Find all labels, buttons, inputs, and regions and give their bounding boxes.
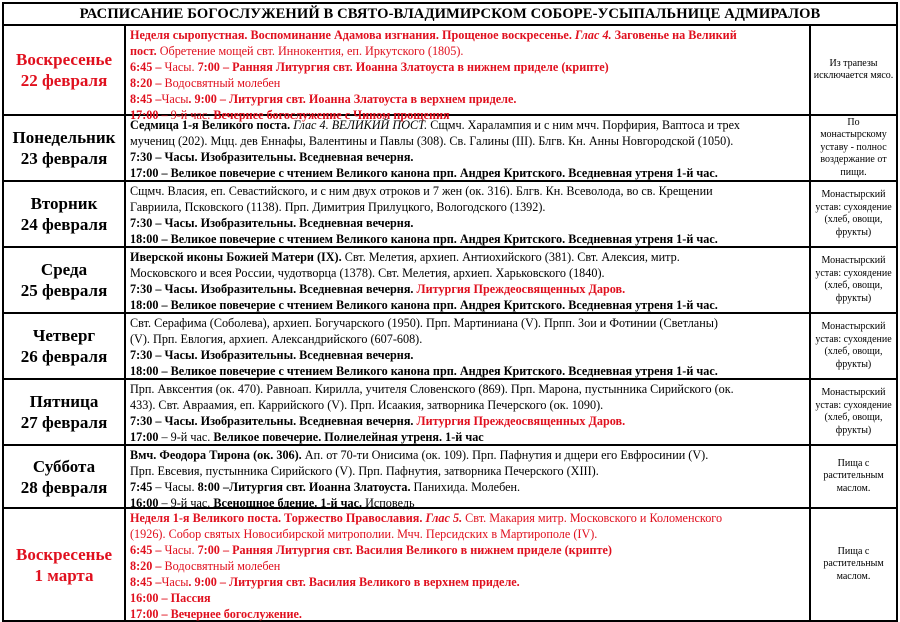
text-segment: Заговенье на Великий [611,28,737,42]
weekday: Воскресенье [15,50,112,69]
text-segment: – 9-й час. [158,496,214,510]
text-segment: 7:30 – Часы. Изобразительны. Вседневная вечерня. [130,282,417,296]
date: 1 марта [34,565,94,585]
text-segment: 7:45 [130,480,153,494]
schedule-row [4,116,896,182]
services-cell [126,182,809,246]
text-segment: 8:45 – [130,92,162,106]
text-segment: – 9-й час. [158,430,214,444]
day-cell [4,248,126,312]
fasting-note: Монастырский устав: сухоядение (хлеб, овощи, фрукты) [809,182,896,246]
schedule-row [4,248,896,314]
text-segment: 7:30 – Часы. Изобразительны. Вседневная вечерня. [130,414,417,428]
schedule-rows [4,26,896,620]
schedule-row [4,26,896,122]
service-line [130,315,806,331]
date: 26 февраля [20,347,108,366]
service-line [130,542,806,558]
text-segment: Прп. Авксентия (ок. 470). Равноап. Кирилла, учителя Словенского (869). Прп. Марона, пустынника Сирийского (ок. [130,382,734,396]
text-segment: Исповедь [362,496,415,510]
text-segment: Глас 5. [425,511,463,525]
service-line [130,133,806,149]
text-segment: Часы. [161,543,198,557]
text-segment: 8:20 – [130,76,162,90]
services-cell [126,380,809,444]
text-segment: 7:30 – Часы. Изобразительны. Вседневная вечерня. [130,216,414,230]
service-line [130,526,806,542]
schedule-row [4,314,896,380]
weekday: Среда [40,260,88,279]
text-segment: 17:00 – Великое повечерие с чтением Великого канона прп. Андрея Критского. Вседневная утреня 1-й час. [130,166,718,180]
service-line [130,43,806,59]
weekday: Суббота [32,456,96,476]
service-line [130,413,806,429]
text-segment: Сщмч. Харалампия и с ним мчч. Порфирия, Ваптоса и трех [427,118,740,132]
text-segment: 7:00 – Ранняя Литургия свт. Иоанна Златоуста в нижнем приделе (крипте) [197,60,609,74]
service-line [130,590,806,606]
text-segment: Панихида. Молебен. [410,480,521,494]
date: 22 февраля [20,71,108,90]
services-cell [126,248,809,312]
fasting-note: Из трапезы исключается мясо. [809,26,896,114]
day-cell [4,182,126,246]
text-segment: Неделя сыропустная. Воспоминание Адамова изгнания. Прощеное воскресенье. [130,28,575,42]
services-cell [126,314,809,378]
services-cell [126,26,809,122]
services-cell [126,509,809,620]
service-line [130,363,806,379]
service-line [130,27,806,43]
text-segment: Седмица 1-я Великого поста. [130,118,291,132]
day-cell [4,26,126,114]
day-cell [4,446,126,507]
date: 28 февраля [20,477,108,497]
text-segment: Свт. Мелетия, архиеп. Антиохийского (381). Свт. Алексия, митр. [341,250,680,264]
day-cell [4,116,126,180]
service-line [130,447,806,463]
text-segment: – Часы. [152,480,198,494]
services-cell [126,116,809,180]
text-segment: Неделя 1-я Великого поста. Торжество Православия. [130,511,426,525]
text-segment: Прп. Евсевия, пустынника Сирийского (V). Прп. Пафнутия, затворника Печерского (XIII). [130,464,599,478]
service-line [130,574,806,590]
service-line [130,381,806,397]
text-segment: 8:00 –Литургия свт. Иоанна Златоуста. [197,480,411,494]
date: 25 февраля [20,281,108,300]
fasting-note: По монастырскому уставу - полнос воздержание от пищи. [809,116,896,180]
schedule-row [4,380,896,446]
service-line [130,91,806,107]
service-line [130,463,806,479]
service-line [130,510,806,526]
text-segment: Всенощное бдение. 1-й час. [213,496,363,510]
text-segment: Литургия Преждеосвященных Даров. [416,414,626,428]
text-segment: 433). Свт. Авраамия, еп. Каррийского (V). Прп. Исаакия, затворника Печерского (ок. 1090). [130,398,604,412]
schedule-row [4,182,896,248]
weekday: Понедельник [12,128,116,147]
service-line [130,231,806,247]
text-segment: 17:00 – Вечернее богослужение. [130,607,302,621]
service-line [130,429,806,445]
fasting-note: Монастырский устав: сухоядение (хлеб, овощи, фрукты) [809,248,896,312]
text-segment: . 9:00 – Литургия свт. Иоанна Златоуста в верхнем приделе. [188,92,517,106]
text-segment: Глас 4. ВЕЛИКИЙ ПОСТ. [290,118,428,132]
text-segment: 16:00 – Пассия [130,591,211,605]
fasting-note: Пища с растительным маслом. [809,446,896,507]
text-segment: 17:00 [130,108,159,122]
text-segment: 8:45 – [130,575,162,589]
text-segment: Часы. [161,60,198,74]
service-line [130,199,806,215]
text-segment: Ап. от 70-ти Онисима (ок. 109). Прп. Пафнутия и дщери его Евфросинии (V). [301,448,709,462]
day-cell [4,509,126,620]
text-segment: (V). Прп. Евлогия, архиеп. Александрийского (607-608). [130,332,423,346]
text-segment: Водосвятный молебен [161,559,281,573]
weekday: Пятница [29,392,99,411]
text-segment: пост. [130,44,157,58]
text-segment: Гавриила, Псковского (1138). Прп. Димитрия Прилуцкого, Вологодского (1392). [130,200,546,214]
text-segment: Сщмч. Власия, еп. Севастийского, и с ним двух отроков и 7 жен (ок. 316). Блгв. Кн. Всеволода, во св. Крещении [130,184,713,198]
service-line [130,281,806,297]
text-segment: Великое повечерие. Полиелейная утреня. 1-й час [213,430,484,444]
text-segment: 6:45 – [130,543,162,557]
text-segment: Обретение мощей свт. Иннокентия, еп. Иркутского (1805). [156,44,464,58]
service-line [130,265,806,281]
service-line [130,606,806,622]
schedule-row [4,509,896,620]
text-segment: Водосвятный молебен [161,76,281,90]
service-line [130,117,806,133]
service-line [130,183,806,199]
service-line [130,249,806,265]
fasting-note: Пища с растительным маслом. [809,509,896,620]
text-segment: 7:00 – Ранняя Литургия свт. Василия Великого в нижнем приделе (крипте) [197,543,612,557]
service-line [130,165,806,181]
text-segment: 8:20 – [130,559,162,573]
text-segment: 18:00 – Великое повечерие с чтением Великого канона прп. Андрея Критского. Вседневная утреня 1-й час. [130,364,718,378]
text-segment: Свт. Макария митр. Московского и Коломенского [462,511,723,525]
text-segment: 7:30 – Часы. Изобразительны. Вседневная вечерня. [130,150,414,164]
day-cell [4,314,126,378]
service-line [130,149,806,165]
weekday: Вторник [30,194,98,213]
text-segment: Вмч. Феодора Тирона (ок. 306). [130,448,302,462]
text-segment: мучениц (202). Мцц. дев Еннафы, Валентины и Павлы (308). Св. Галины (III). Блгв. Кн. Анны Новгородской (1050). [130,134,734,148]
text-segment: – 9-й час. [158,108,214,122]
date: 24 февраля [20,215,108,234]
text-segment: Часы [161,575,189,589]
service-line [130,215,806,231]
service-line [130,59,806,75]
weekday: Воскресенье [15,544,112,564]
service-line [130,558,806,574]
service-line [130,479,806,495]
schedule-row [4,446,896,509]
text-segment: Часы [161,92,189,106]
text-segment: Иверской иконы Божией Матери (IX). [130,250,342,264]
fasting-note: Монастырский устав: сухоядение (хлеб, овощи, фрукты) [809,314,896,378]
services-cell [126,446,809,510]
text-segment: Глас 4. [574,28,612,42]
text-segment: Свт. Серафима (Соболева), архиеп. Богучарского (1950). Прп. Мартиниана (V). Прпп. Зои и Фотинии (Светланы) [130,316,718,330]
text-segment: . 9:00 – Литургия свт. Василия Великого в верхнем приделе. [188,575,520,589]
fasting-note: Монастырский устав: сухоядение (хлеб, овощи, фрукты) [809,380,896,444]
text-segment: Литургия Преждеосвященных Даров. [416,282,626,296]
text-segment: 18:00 – Великое повечерие с чтением Великого канона прп. Андрея Критского. Вседневная утреня 1-й час. [130,298,718,312]
schedule-title: РАСПИСАНИЕ БОГОСЛУЖЕНИЙ В СВЯТО-ВЛАДИМИРСКОМ СОБОРЕ-УСЫПАЛЬНИЦЕ АДМИРАЛОВ [4,4,896,26]
text-segment: 18:00 – Великое повечерие с чтением Великого канона прп. Андрея Критского. Вседневная утреня 1-й час. [130,232,718,246]
service-line [130,397,806,413]
service-line [130,331,806,347]
date: 27 февраля [20,413,108,432]
weekday: Четверг [32,326,96,345]
text-segment: Вечернее богослужение с Чином прощения [213,108,450,122]
day-cell [4,380,126,444]
text-segment: 16:00 [130,496,159,510]
service-line [130,75,806,91]
date: 23 февраля [20,149,108,168]
text-segment: 17:00 [130,430,159,444]
text-segment: Московского и всея России, чудотворца (1378). Свт. Мелетия, архиеп. Харьковского (1840). [130,266,605,280]
text-segment: 7:30 – Часы. Изобразительны. Вседневная вечерня. [130,348,414,362]
text-segment: 6:45 – [130,60,162,74]
schedule-table [2,2,898,622]
service-line [130,347,806,363]
service-line [130,297,806,313]
text-segment: (1926). Собор святых Новосибирской митрополии. Мчч. Персидских в Мартирополе (IV). [130,527,598,541]
